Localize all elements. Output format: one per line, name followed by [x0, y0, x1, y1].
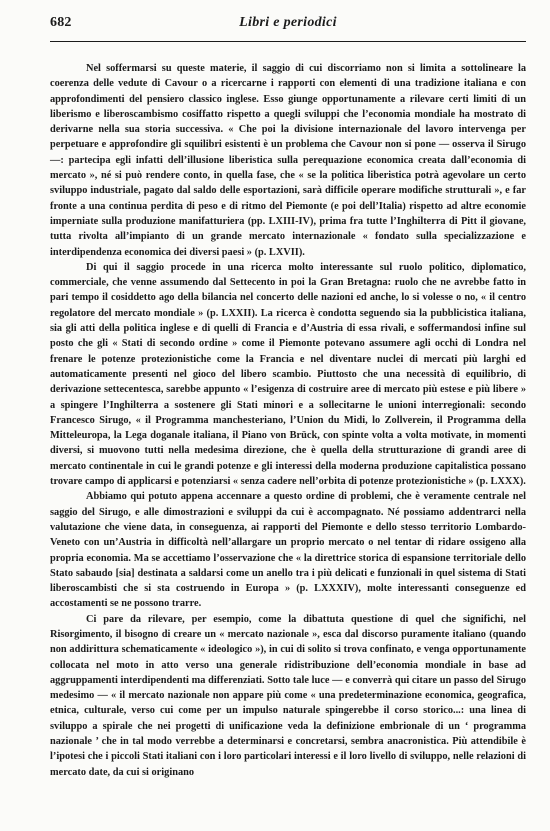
paragraph-4: Ci pare da rilevare, per esempio, come la dibattuta questione di quel che significhi, nel Risorgimento, il bisogno di creare un « mercato nazionale », esca dal discorso puramente italiano (quando non addirittura schematicamente « ideologico »), in cui di solito si trova confinato, e venga opportunamente collocata nel moto in atto verso una generale ridistribuzione dell’economia mondiale in base ad aggruppamenti interdipendenti ma differenziati. Sotto tale luce — e converrà qui citare un passo del Sirugo medesimo — « il mercato nazionale non appare più come « una predeterminazione economica, geografica, etnica, culturale, verso cui come per un impulso naturale spingerebbe il corso storico...: una linea di sviluppo a spirale che nei progetti di unificazione veda la definizione embrionale di un ‘ programma nazionale ’ che in tal modo verrebbe a determinarsi e concretarsi, sembra anacronistica. Più attendibile è l’ipotesi che i piccoli Stati italiani con i loro particolari interessi e il loro livello di sviluppo, nelle relazioni di mercato date, da cui si originano [50, 613, 526, 778]
paragraph-3: Abbiamo qui potuto appena accennare a questo ordine di problemi, che è veramente centrale nel saggio del Sirugo, e alle dimostrazioni e sviluppi da cui è accompagnato. Né possiamo addentrarci nella valutazione che viene data, in conseguenza, ai rapporti del Piemonte e dello stesso territorio Lombardo-Veneto con un’Austria in difficoltà nell’allargare un proprio mercato o nel tentar di ridare ossigeno alla propria economia. Ma se accettiamo l’osservazione che « la direttrice storica di espansione territoriale dello Stato sabaudo [sia] destinata a saldarsi come un anello tra i più delicati e funzionali in quel sistema di Stati liberoscambisti che si sta costruendo in Europa » (p. LXXXIV), molte interessanti conseguenze ed accostamenti se ne possono trarre. [50, 491, 526, 610]
running-head [50, 15, 526, 42]
paragraph-2: Di qui il saggio procede in una ricerca molto interessante sul ruolo politico, diplomatico, commerciale, che venne assumendo dal Settecento in poi la Gran Bretagna: ruolo che ne avrebbe fatto in pari tempo il cosiddetto ago della bilancia nel concerto delle nazioni ed anche, lo si volesse o no, « il centro regolatore del mercato mondiale » (p. LXXII). La ricerca è condotta seguendo sia la pubblicistica italiana, sia gli atti della politica inglese e di quelli di Francia e d’Austria di essa rivali, e soffermandosi infine sul posto che gli « Stati di secondo ordine » come il Piemonte potevano assumere agli occhi di Londra nel frenare le potenze protezionistiche come la Francia e nel diventare nuclei di mercati più larghi ed automaticamente presenti nel gioco del libero scambio. Piuttosto che una necessità di equilibrio, di derivazione settecentesca, sarebbe appunto « l’esigenza di costruire aree di mercato più estese e più libere » a spingere l’Inghilterra a sostenere gli Stati minori e a sollecitarne le unioni interregionali: secondo Francesco Sirugo, « il Programma manchesteriano, l’Union du Midi, lo Zollverein, il Programma della Mitteleuropa, la Lega doganale italiana, il Piano von Brück, con spinte volta a volta motivate, in momenti diversi, si muovono tutti nella medesima direzione, che è quella della strutturazione di grandi aree di mercato continentale in cui le grandi potenze e gli interessi della moderna produzione capitalistica possano trovare campo di applicarsi e potenziarsi « senza cadere nell’orbita di potenze protezionistiche » (p. LXXX). [50, 261, 526, 488]
page-number: 682 [50, 15, 72, 30]
section-title: Libri e periodici [239, 15, 337, 30]
paragraph-1: Nel soffermarsi su queste materie, il saggio di cui discorriamo non si limita a sottolineare la coerenza delle vedute di Cavour o a ricercarne i rapporti con elementi di una tradizione italiana e con approfondimenti del pensiero classico inglese. Esso giunge opportunamente a rilevare certi limiti di un liberismo e liberoscambismo cosiffatto rispetto a quegli sviluppi che l’economia mondiale ha mostrato di derivarne nella sua storia successiva. « Che poi la divisione internazionale del lavoro intervenga per perpetuare e approfondire gli squilibri esistenti è un problema che Cavour non si pone — osserva il Sirugo —: partecipa egli infatti dell’illusione liberistica sulla perequazione economica creata dall’economia di mercato », né si può rendere conto, in quella fase, che « se la politica liberistica potrà agevolare un certo sviluppo industriale, pagato dal saldo delle esportazioni, sarà difficile operare modifiche strutturali », e far fronte a una continua perdita di peso e di ritmo del Piemonte (e poi dell’Italia) rispetto ad altre economie imperniate sulla produzione manifatturiera (pp. LXIII-IV), prima fra tutte l’Inghilterra di Pitt il giovane, tutta rivolta all’impianto di un grande mercato internazionale « fondato sulla specializzazione e interdipendenza economica dei diversi paesi » (p. LXVII). [50, 63, 526, 258]
body-text [50, 61, 526, 780]
